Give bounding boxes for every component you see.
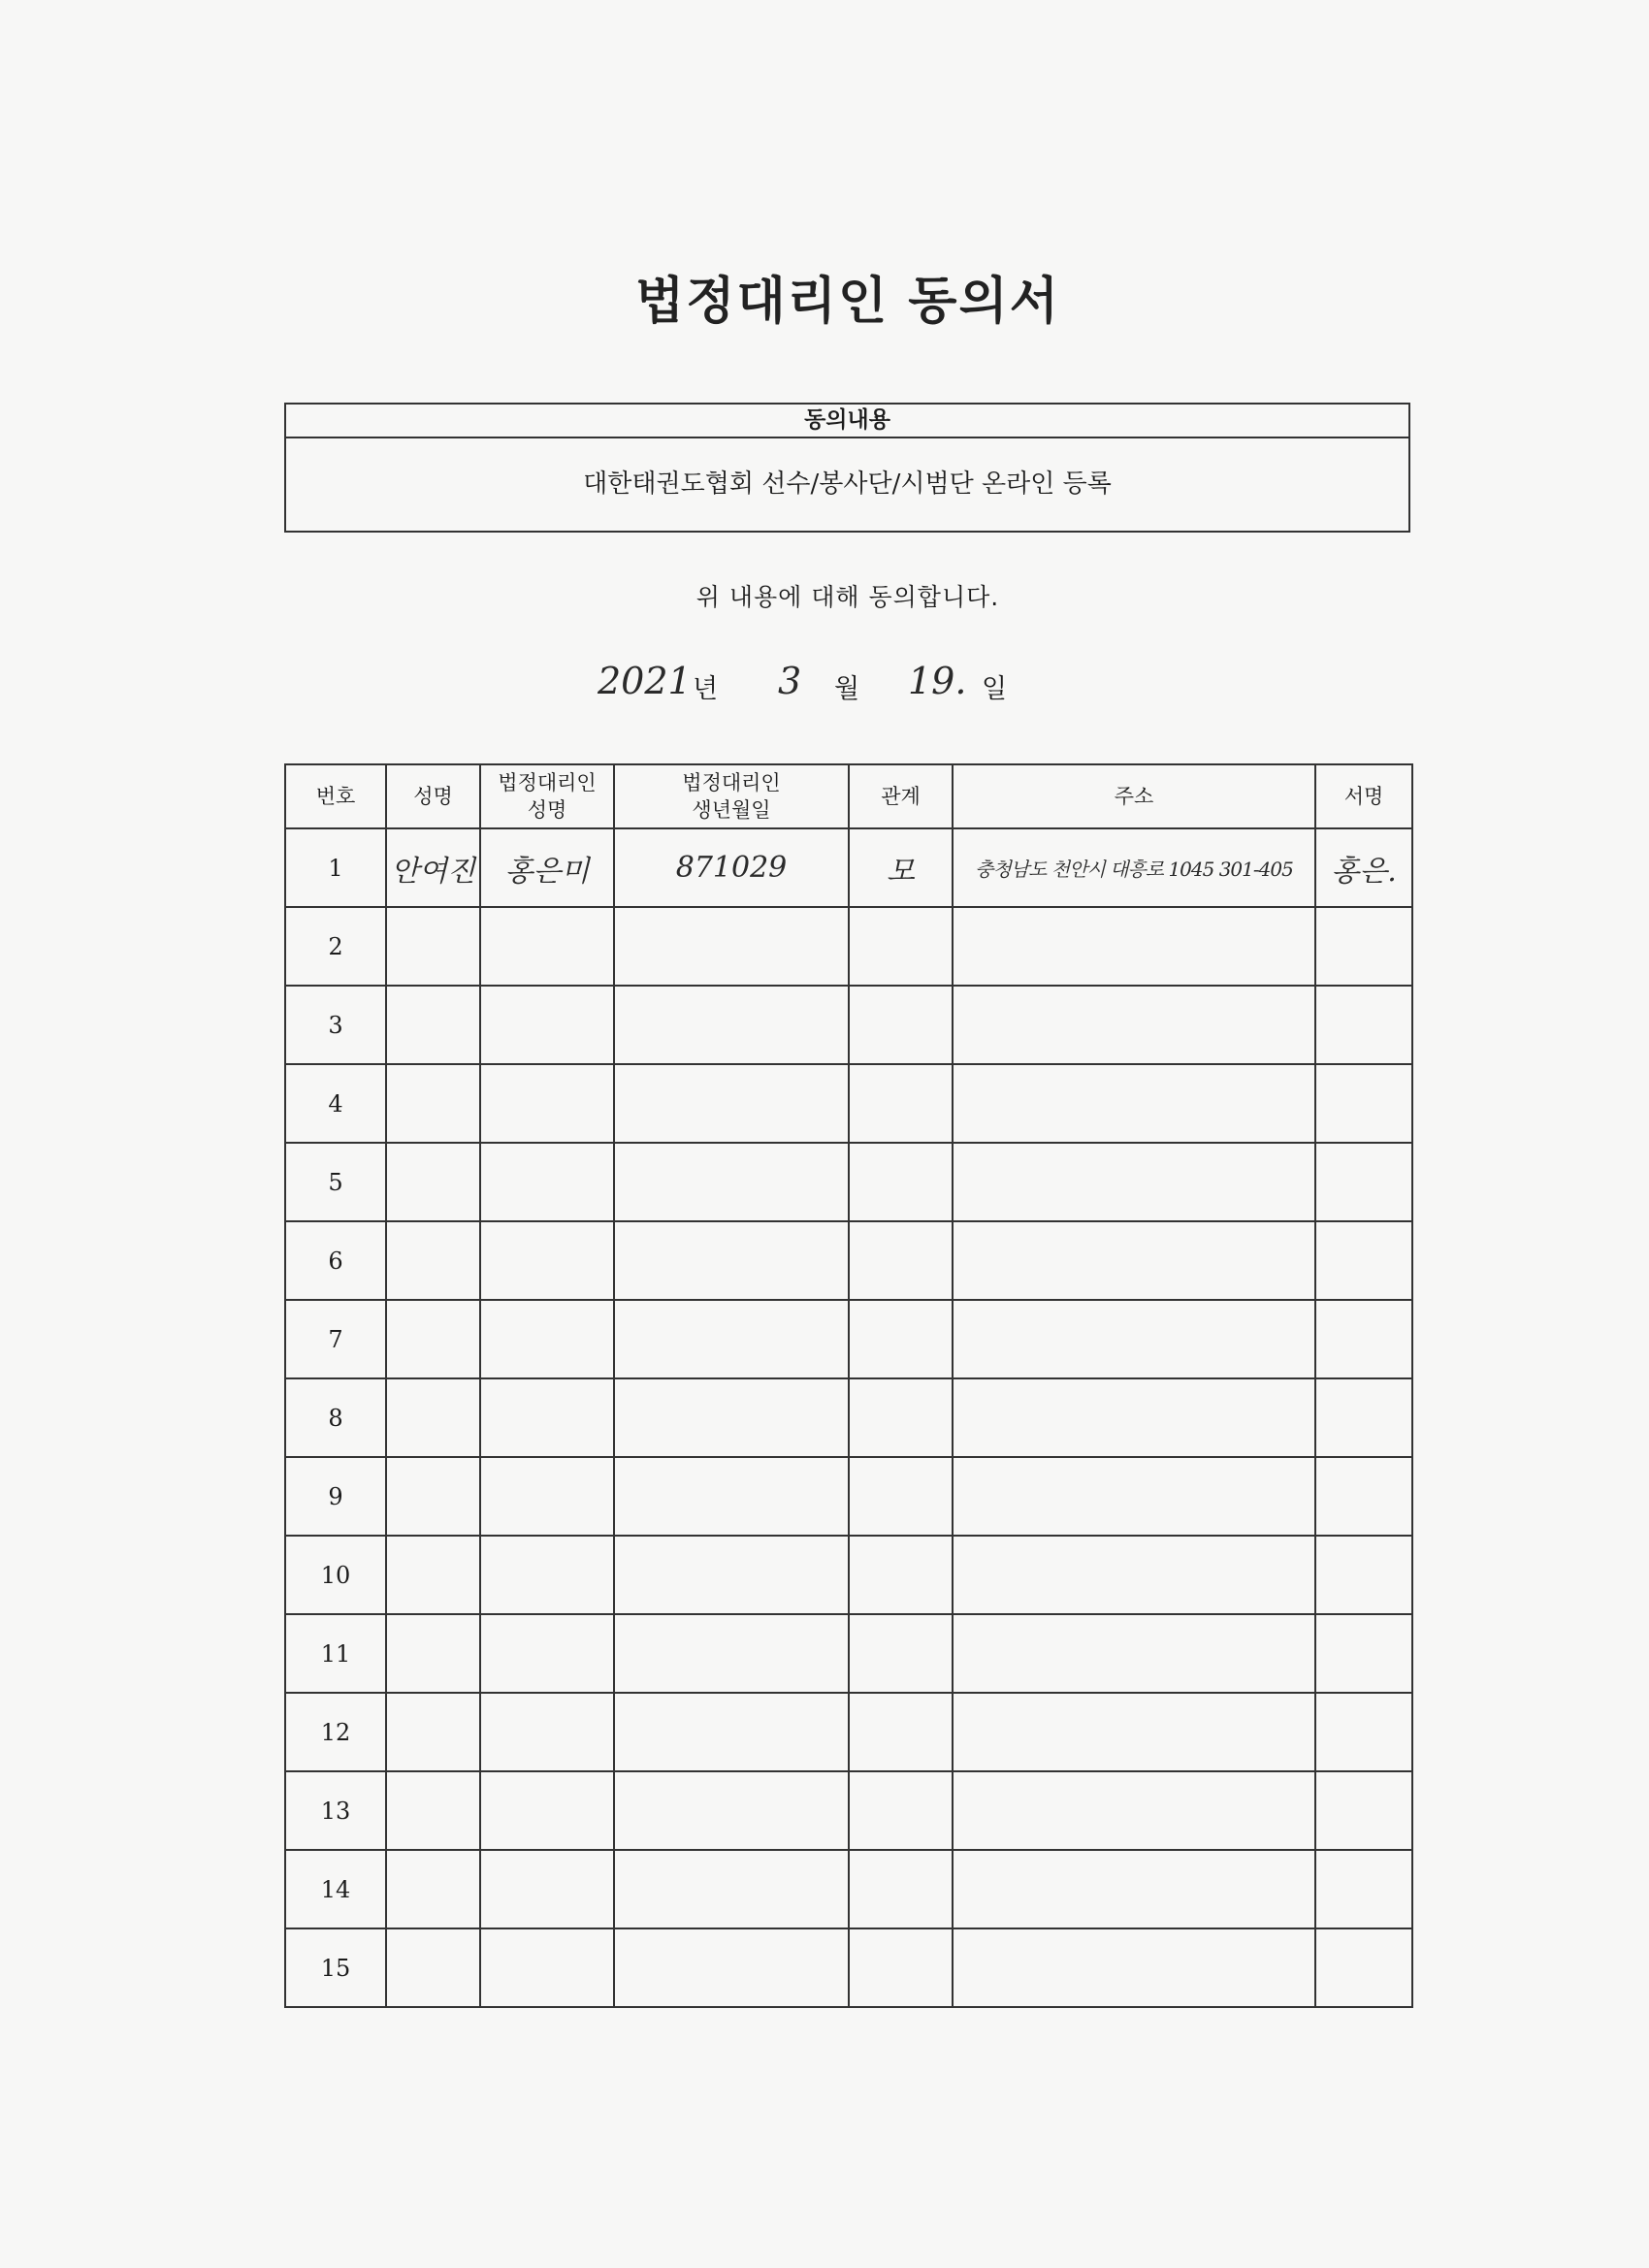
cell-guardian-birth — [614, 1693, 849, 1771]
table-row — [285, 1221, 1412, 1300]
cell-guardian-name — [480, 1928, 614, 2007]
cell-guardian-birth — [614, 1536, 849, 1614]
cell-guardian-name — [480, 1221, 614, 1300]
table-row — [285, 1457, 1412, 1536]
cell-relation — [849, 1771, 953, 1850]
table-row — [285, 1536, 1412, 1614]
cell-guardian-birth — [614, 986, 849, 1064]
cell-address — [953, 1378, 1315, 1457]
cell-guardian-name — [480, 1614, 614, 1693]
cell-signature — [1315, 1064, 1412, 1143]
cell-guardian-name — [480, 1693, 614, 1771]
table-row — [285, 1928, 1412, 2007]
cell-signature — [1315, 986, 1412, 1064]
cell-signature — [1315, 1771, 1412, 1850]
cell-signature — [1315, 907, 1412, 986]
table-body — [285, 828, 1412, 2007]
cell-relation: 모 — [849, 828, 953, 907]
cell-guardian-birth — [614, 1457, 849, 1536]
registration-table — [284, 763, 1413, 2008]
cell-no: 3 — [285, 986, 386, 1064]
cell-no: 1 — [285, 828, 386, 907]
cell-name — [386, 986, 480, 1064]
cell-guardian-name — [480, 1064, 614, 1143]
header-guardian-birth — [614, 764, 849, 828]
cell-relation — [849, 1378, 953, 1457]
cell-relation — [849, 1614, 953, 1693]
cell-relation — [849, 1928, 953, 2007]
cell-signature — [1315, 1457, 1412, 1536]
table-row — [285, 1850, 1412, 1928]
date-month-unit: 월 — [834, 674, 860, 704]
header-no: 번호 — [285, 764, 386, 828]
cell-name — [386, 907, 480, 986]
cell-no: 9 — [285, 1457, 386, 1536]
table-row — [285, 907, 1412, 986]
header-relation: 관계 — [849, 764, 953, 828]
table-row — [285, 1614, 1412, 1693]
table-row — [285, 1143, 1412, 1221]
cell-signature — [1315, 1928, 1412, 2007]
consent-box — [284, 403, 1410, 533]
cell-guardian-birth — [614, 1221, 849, 1300]
cell-no: 2 — [285, 907, 386, 986]
cell-guardian-birth — [614, 907, 849, 986]
cell-address — [953, 986, 1315, 1064]
cell-no: 8 — [285, 1378, 386, 1457]
header-guardian-name-line2: 성명 — [527, 798, 567, 822]
cell-signature — [1315, 1614, 1412, 1693]
cell-address — [953, 1221, 1315, 1300]
cell-address — [953, 1064, 1315, 1143]
table-row — [285, 828, 1412, 907]
date-day-unit: 일 — [982, 674, 1008, 704]
cell-name — [386, 1693, 480, 1771]
cell-signature: 홍은. — [1315, 828, 1412, 907]
header-guardian-birth-line2: 생년월일 — [692, 798, 771, 822]
cell-no: 15 — [285, 1928, 386, 2007]
cell-guardian-birth — [614, 1064, 849, 1143]
cell-guardian-birth: 871029 — [614, 828, 849, 907]
cell-no: 11 — [285, 1614, 386, 1693]
cell-name — [386, 1536, 480, 1614]
cell-address — [953, 1693, 1315, 1771]
agreement-statement: 위 내용에 대해 동의합니다. — [695, 583, 1000, 611]
cell-guardian-name — [480, 1457, 614, 1536]
table-row — [285, 1064, 1412, 1143]
cell-no: 12 — [285, 1693, 386, 1771]
cell-no: 4 — [285, 1064, 386, 1143]
cell-no: 13 — [285, 1771, 386, 1850]
date-year-unit: 년 — [693, 674, 719, 704]
cell-no: 5 — [285, 1143, 386, 1221]
cell-guardian-birth — [614, 1850, 849, 1928]
cell-address — [953, 1300, 1315, 1378]
cell-address — [953, 1457, 1315, 1536]
cell-signature — [1315, 1378, 1412, 1457]
consent-header: 동의내용 — [286, 405, 1408, 438]
header-address: 주소 — [953, 764, 1315, 828]
date-line — [592, 660, 1038, 718]
cell-guardian-name — [480, 1300, 614, 1378]
header-guardian-name-line1: 법정대리인 — [498, 771, 597, 794]
cell-name — [386, 1221, 480, 1300]
cell-signature — [1315, 1536, 1412, 1614]
cell-relation — [849, 907, 953, 986]
cell-no: 14 — [285, 1850, 386, 1928]
cell-relation — [849, 1457, 953, 1536]
date-month: 3 — [778, 660, 802, 702]
cell-name — [386, 1457, 480, 1536]
table-header-row — [285, 764, 1412, 828]
cell-name — [386, 1300, 480, 1378]
cell-signature — [1315, 1693, 1412, 1771]
cell-guardian-name — [480, 907, 614, 986]
table-row — [285, 1378, 1412, 1457]
cell-guardian-name: 홍은미 — [480, 828, 614, 907]
cell-guardian-name — [480, 1850, 614, 1928]
cell-relation — [849, 1536, 953, 1614]
cell-name — [386, 1614, 480, 1693]
header-name: 성명 — [386, 764, 480, 828]
cell-address — [953, 1771, 1315, 1850]
cell-name — [386, 1850, 480, 1928]
cell-guardian-birth — [614, 1928, 849, 2007]
cell-relation — [849, 1064, 953, 1143]
date-day: 19. — [908, 660, 967, 702]
consent-body: 대한태권도협회 선수/봉사단/시범단 온라인 등록 — [583, 470, 1112, 499]
cell-relation — [849, 1300, 953, 1378]
table-row — [285, 1771, 1412, 1850]
cell-guardian-birth — [614, 1771, 849, 1850]
header-guardian-name — [480, 764, 614, 828]
header-guardian-birth-line1: 법정대리인 — [682, 771, 781, 794]
cell-signature — [1315, 1221, 1412, 1300]
cell-signature — [1315, 1850, 1412, 1928]
cell-address — [953, 1614, 1315, 1693]
cell-signature — [1315, 1143, 1412, 1221]
cell-name — [386, 1771, 480, 1850]
table-row — [285, 1300, 1412, 1378]
cell-name — [386, 1064, 480, 1143]
cell-guardian-name — [480, 1378, 614, 1457]
cell-address: 충청남도 천안시 대흥로 1045 301-405 — [953, 828, 1315, 907]
cell-relation — [849, 1693, 953, 1771]
cell-no: 10 — [285, 1536, 386, 1614]
cell-guardian-birth — [614, 1300, 849, 1378]
cell-address — [953, 1928, 1315, 2007]
cell-address — [953, 1143, 1315, 1221]
cell-guardian-name — [480, 1143, 614, 1221]
cell-no: 7 — [285, 1300, 386, 1378]
cell-guardian-birth — [614, 1378, 849, 1457]
date-year: 2021 — [598, 660, 692, 702]
cell-relation — [849, 1221, 953, 1300]
cell-guardian-name — [480, 1771, 614, 1850]
cell-relation — [849, 1143, 953, 1221]
cell-no: 6 — [285, 1221, 386, 1300]
cell-guardian-name — [480, 1536, 614, 1614]
document-title: 법정대리인 동의서 — [635, 273, 1060, 331]
cell-relation — [849, 1850, 953, 1928]
cell-guardian-name — [480, 986, 614, 1064]
cell-name — [386, 1928, 480, 2007]
cell-address — [953, 907, 1315, 986]
cell-guardian-birth — [614, 1614, 849, 1693]
cell-name: 안여진 — [386, 828, 480, 907]
cell-address — [953, 1536, 1315, 1614]
header-signature: 서명 — [1315, 764, 1412, 828]
table-row — [285, 986, 1412, 1064]
cell-signature — [1315, 1300, 1412, 1378]
cell-guardian-birth — [614, 1143, 849, 1221]
cell-name — [386, 1143, 480, 1221]
table-row — [285, 1693, 1412, 1771]
cell-name — [386, 1378, 480, 1457]
cell-address — [953, 1850, 1315, 1928]
cell-relation — [849, 986, 953, 1064]
